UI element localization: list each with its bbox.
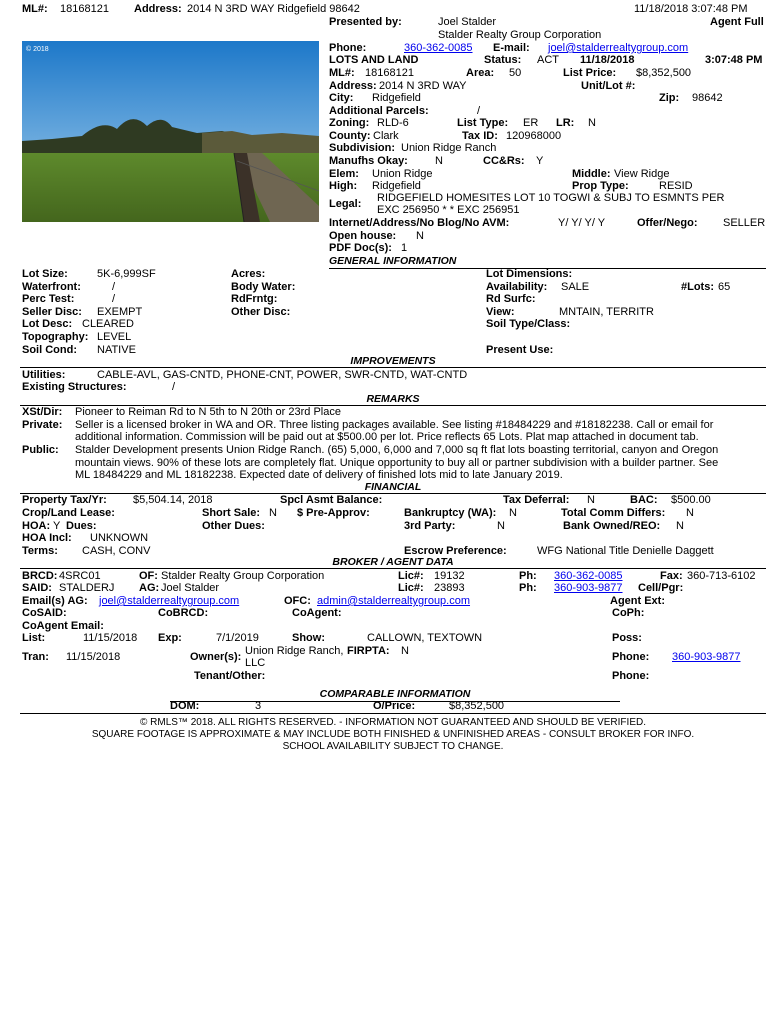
public-remarks-line-2: mountain views. 90% of these lots are completely flat. Unique opportunity to buy all or partner subdivision with a builder partner. See xyxy=(75,457,719,469)
offer-nego-value: SELLER xyxy=(723,217,766,229)
dom-label: DOM: xyxy=(170,700,200,712)
perc-test-value: / xyxy=(112,293,116,305)
section-comparable: COMPARABLE INFORMATION xyxy=(170,688,620,702)
section-broker-agent: BROKER / AGENT DATA xyxy=(20,557,766,569)
firpta-label: FIRPTA: xyxy=(347,645,390,657)
pre-approv-label: $ Pre-Approv: xyxy=(297,507,370,519)
additional-parcels-value: / xyxy=(477,105,481,117)
open-house-label: Open house: xyxy=(329,230,397,242)
seller-disc-value: EXEMPT xyxy=(97,306,143,318)
property-photo xyxy=(22,41,319,222)
list-date-value: 11/15/2018 xyxy=(83,632,138,644)
ml-label-2: ML#: xyxy=(329,67,355,79)
footer-school-disclaimer: SCHOOL AVAILABILITY SUBJECT TO CHANGE. xyxy=(282,741,504,752)
subdivision-value: Union Ridge Ranch xyxy=(401,142,497,154)
office-label: OF: xyxy=(139,570,158,582)
county-value: Clark xyxy=(373,130,399,142)
lic-2-value: 23893 xyxy=(434,582,465,594)
owner-phone-link[interactable]: 360-903-9877 xyxy=(672,651,741,663)
public-remarks-line-3: ML 18484229 and ML 18182238. Expected date of delivery of finished lots mid to late January 2019. xyxy=(75,469,563,481)
section-general-info: GENERAL INFORMATION xyxy=(329,255,766,269)
third-party-value: N xyxy=(497,520,505,532)
dues-label: Dues: xyxy=(66,520,97,532)
brcd-value: 4SRC01 xyxy=(59,570,101,582)
status-value: ACT xyxy=(537,54,559,66)
soil-cond-value: NATIVE xyxy=(97,344,136,356)
availability-value: SALE xyxy=(561,281,590,293)
photo-watermark: © 2018 xyxy=(26,46,49,53)
lot-size-label: Lot Size: xyxy=(22,268,68,280)
private-remarks-label: Private: xyxy=(22,419,63,431)
internet-label: Internet/Address/No Blog/No AVM: xyxy=(329,217,510,229)
topography-label: Topography: xyxy=(22,331,89,343)
hoa-label: HOA: xyxy=(22,520,51,532)
phone-label: Phone: xyxy=(329,42,367,54)
other-dues-label: Other Dues: xyxy=(202,520,265,532)
section-remarks: REMARKS xyxy=(20,394,766,406)
public-remarks-line-1: Stalder Development presents Union Ridge Ranch. (65) 5,000, 6,000 and 7,000 sq ft flat lots boasting territorial, canyon and Oregon xyxy=(75,444,719,456)
agent-phone-link[interactable]: 360-903-9877 xyxy=(554,582,623,594)
section-improvements: IMPROVEMENTS xyxy=(20,356,766,368)
list-date-label: List: xyxy=(22,632,46,644)
county-label: County: xyxy=(329,130,371,142)
tax-deferral-value: N xyxy=(587,494,595,506)
city-value: Ridgefield xyxy=(372,92,421,104)
tran-date-label: Tran: xyxy=(22,651,49,663)
availability-label: Availability: xyxy=(486,281,548,293)
third-party-label: 3rd Party: xyxy=(404,520,456,532)
header-address: 2014 N 3RD WAY Ridgefield 98642 xyxy=(187,3,360,15)
tenant-label: Tenant/Other: xyxy=(194,670,266,682)
manufhs-label: Manufhs Okay: xyxy=(329,155,408,167)
lr-label: LR: xyxy=(556,117,575,129)
show-label: Show: xyxy=(292,632,325,644)
elem-value: Union Ridge xyxy=(372,168,433,180)
zip-value: 98642 xyxy=(692,92,723,104)
tran-date-value: 11/15/2018 xyxy=(66,651,121,663)
prop-type-value: RESID xyxy=(659,180,693,192)
exp-date-label: Exp: xyxy=(158,632,182,644)
lic-1-label: Lic#: xyxy=(398,570,424,582)
address-label-2: Address: xyxy=(329,80,377,92)
additional-parcels-label: Additional Parcels: xyxy=(329,105,429,117)
oprice-label: O/Price: xyxy=(373,700,416,712)
tax-id-label: Tax ID: xyxy=(462,130,498,142)
email-label: E-mail: xyxy=(493,42,530,54)
show-value: CALLOWN, TEXTOWN xyxy=(367,632,483,644)
said-value: STALDERJ xyxy=(59,582,115,594)
view-label: View: xyxy=(486,306,515,318)
num-lots-value: 65 xyxy=(718,281,731,293)
agent-ext-label: Agent Ext: xyxy=(610,595,665,607)
agent-label: AG: xyxy=(139,582,160,594)
firpta-value: N xyxy=(401,645,409,657)
soil-cond-label: Soil Cond: xyxy=(22,344,77,356)
existing-structures-value: / xyxy=(172,381,176,393)
crop-lease-label: Crop/Land Lease: xyxy=(22,507,115,519)
waterfront-label: Waterfront: xyxy=(22,281,81,293)
tax-deferral-label: Tax Deferral: xyxy=(503,494,570,506)
area-value: 50 xyxy=(509,67,522,79)
ml-number: 18168121 xyxy=(60,3,109,15)
middle-value: View Ridge xyxy=(614,168,670,180)
num-lots-label: #Lots: xyxy=(681,281,714,293)
short-sale-label: Short Sale: xyxy=(202,507,261,519)
address-value-2: 2014 N 3RD WAY xyxy=(379,80,467,92)
list-type-value: ER xyxy=(523,117,539,129)
high-value: Ridgefield xyxy=(372,180,421,192)
short-sale-value: N xyxy=(269,507,277,519)
section-financial: FINANCIAL xyxy=(20,482,766,494)
owner-phone-label: Phone: xyxy=(612,651,650,663)
ml-value-2: 18168121 xyxy=(365,67,414,79)
open-house-value: N xyxy=(416,230,424,242)
offer-nego-label: Offer/Nego: xyxy=(637,217,698,229)
fax-value: 360-713-6102 xyxy=(687,570,756,582)
lot-size-value: 5K-6,999SF xyxy=(97,268,156,280)
cobrcd-label: CoBRCD: xyxy=(158,607,209,619)
hoa-incl-value: UNKNOWN xyxy=(90,532,149,544)
status-date: 11/18/2018 xyxy=(580,54,635,66)
office-value: Stalder Realty Group Corporation xyxy=(161,570,325,582)
terms-label: Terms: xyxy=(22,545,58,557)
footer-divider xyxy=(20,713,766,714)
status-label: Status: xyxy=(484,54,522,66)
prop-type-label: Prop Type: xyxy=(572,180,629,192)
zoning-value: RLD-6 xyxy=(377,117,409,129)
poss-label: Poss: xyxy=(612,632,642,644)
cosaid-label: CoSAID: xyxy=(22,607,67,619)
legal-line-2: EXC 256950 * * EXC 256951 xyxy=(377,204,520,216)
status-time: 3:07:48 PM xyxy=(705,54,763,66)
soil-type-label: Soil Type/Class: xyxy=(486,318,571,330)
bankruptcy-label: Bankruptcy (WA): xyxy=(404,507,497,519)
email-ag-label: Email(s) AG: xyxy=(22,595,88,607)
seller-disc-label: Seller Disc: xyxy=(22,306,82,318)
office-email-link[interactable]: admin@stalderrealtygroup.com xyxy=(317,595,471,607)
city-label: City: xyxy=(329,92,354,104)
report-datetime: 11/18/2018 3:07:48 PM xyxy=(634,3,748,15)
bank-owned-label: Bank Owned/REO: xyxy=(563,520,661,532)
terms-value: CASH, CONV xyxy=(82,545,151,557)
presenter-email-link[interactable]: joel@stalderrealtygroup.com xyxy=(548,42,689,54)
bankruptcy-value: N xyxy=(509,507,517,519)
said-label: SAID: xyxy=(22,582,52,594)
elem-label: Elem: xyxy=(329,168,359,180)
hoa-incl-label: HOA Incl: xyxy=(22,532,72,544)
coagent-email-label: CoAgent Email: xyxy=(22,620,104,632)
list-price-value: $8,352,500 xyxy=(636,67,692,79)
zoning-label: Zoning: xyxy=(329,117,370,129)
list-type-label: List Type: xyxy=(457,117,509,129)
body-water-label: Body Water: xyxy=(231,281,296,293)
legal-label: Legal: xyxy=(329,198,362,210)
owner-line-2: LLC xyxy=(245,657,266,669)
manufhs-value: N xyxy=(435,155,443,167)
view-value: MNTAIN, TERRITR xyxy=(559,306,654,318)
hoa-value: Y xyxy=(53,520,61,532)
report-type: Agent Full xyxy=(710,16,764,28)
ml-label: ML#: xyxy=(22,3,48,15)
oprice-value: $8,352,500 xyxy=(449,700,505,712)
escrow-label: Escrow Preference: xyxy=(404,545,507,557)
property-tax-label: Property Tax/Yr: xyxy=(22,494,107,506)
office-phone-link[interactable]: 360-362-0085 xyxy=(554,570,623,582)
dom-value: 3 xyxy=(255,700,262,712)
presenting-agent: Joel Stalder xyxy=(438,16,497,28)
brcd-label: BRCD: xyxy=(22,570,58,582)
ccrs-label: CC&Rs: xyxy=(483,155,525,167)
topography-value: LEVEL xyxy=(97,331,132,343)
agent-email-link[interactable]: joel@stalderrealtygroup.com xyxy=(99,595,240,607)
agent-value: Joel Stalder xyxy=(161,582,220,594)
list-price-label: List Price: xyxy=(563,67,617,79)
other-disc-label: Other Disc: xyxy=(231,306,291,318)
address-label: Address: xyxy=(134,3,182,15)
acres-label: Acres: xyxy=(231,268,266,280)
fax-label: Fax: xyxy=(660,570,683,582)
unit-lot-label: Unit/Lot #: xyxy=(581,80,636,92)
coagent-label: CoAgent: xyxy=(292,607,342,619)
cell-pgr-label: Cell/Pgr: xyxy=(638,582,684,594)
pdf-docs-value: 1 xyxy=(401,242,408,254)
bank-owned-value: N xyxy=(676,520,684,532)
footer-copyright: © RMLS™ 2018. ALL RIGHTS RESERVED. - INFORMATION NOT GUARANTEED AND SHOULD BE VERIFIED. xyxy=(140,717,646,728)
exp-date-value: 7/1/2019 xyxy=(216,632,259,644)
tenant-phone-label: Phone: xyxy=(612,670,650,682)
pdf-docs-label: PDF Doc(s): xyxy=(329,242,392,254)
middle-label: Middle: xyxy=(572,168,611,180)
present-use-label: Present Use: xyxy=(486,344,554,356)
lot-desc-label: Lot Desc: xyxy=(22,318,73,330)
phone-2-label: Ph: xyxy=(519,582,537,594)
lot-dimensions-label: Lot Dimensions: xyxy=(486,268,573,280)
waterfront-value: / xyxy=(112,281,116,293)
ofc-label: OFC: xyxy=(284,595,311,607)
lic-1-value: 19132 xyxy=(434,570,465,582)
lot-desc-value: CLEARED xyxy=(82,318,134,330)
footer-sqft-disclaimer: SQUARE FOOTAGE IS APPROXIMATE & MAY INCLUDE BOTH FINISHED & UNFINISHED AREAS - CONSULT BROKER FOR INFO. xyxy=(91,729,695,740)
xst-dir-label: XSt/Dir: xyxy=(22,406,63,418)
perc-test-label: Perc Test: xyxy=(22,293,75,305)
total-comm-label: Total Comm Differs: xyxy=(561,507,666,519)
bac-value: $500.00 xyxy=(671,494,711,506)
lr-value: N xyxy=(588,117,596,129)
utilities-value: CABLE-AVL, GAS-CNTD, PHONE-CNT, POWER, SWR-CNTD, WAT-CNTD xyxy=(97,369,468,381)
coph-label: CoPh: xyxy=(612,607,645,619)
bac-label: BAC: xyxy=(630,494,658,506)
phone-1-label: Ph: xyxy=(519,570,537,582)
utilities-label: Utilities: xyxy=(22,369,66,381)
zip-label: Zip: xyxy=(659,92,680,104)
ccrs-value: Y xyxy=(536,155,544,167)
spcl-asmt-label: Spcl Asmt Balance: xyxy=(280,494,383,506)
high-label: High: xyxy=(329,180,358,192)
rd-surfc-label: Rd Surfc: xyxy=(486,293,536,305)
presenting-company: Stalder Realty Group Corporation xyxy=(438,29,602,41)
escrow-value: WFG National Title Denielle Daggett xyxy=(537,545,714,557)
private-remarks-line-2: additional information. Commission will be paid out at $500.00 per lot. Price reflects 65 Lots. Plat map attached in document tab. xyxy=(75,431,699,443)
existing-structures-label: Existing Structures: xyxy=(22,381,127,393)
xst-dir-value: Pioneer to Reiman Rd to N 5th to N 20th or 23rd Place xyxy=(75,406,341,418)
total-comm-value: N xyxy=(686,507,694,519)
lic-2-label: Lic#: xyxy=(398,582,424,594)
public-remarks-label: Public: xyxy=(22,444,59,456)
area-label: Area: xyxy=(466,67,495,79)
subdivision-label: Subdivision: xyxy=(329,142,395,154)
legal-line-1: RIDGEFIELD HOMESITES LOT 10 TOGWI & SUBJ TO ESMNTS PER xyxy=(377,192,725,204)
owner-line-1: Union Ridge Ranch, xyxy=(245,645,344,657)
presented-by-label: Presented by: xyxy=(329,16,402,28)
rdfrntg-label: RdFrntg: xyxy=(231,293,278,305)
presenter-phone-link[interactable]: 360-362-0085 xyxy=(404,42,473,54)
property-type: LOTS AND LAND xyxy=(329,54,419,66)
owner-label: Owner(s): xyxy=(190,651,242,663)
internet-value: Y/ Y/ Y/ Y xyxy=(558,217,606,229)
tax-id-value: 120968000 xyxy=(506,130,562,142)
property-tax-value: $5,504.14, 2018 xyxy=(133,494,213,506)
private-remarks-line-1: Seller is a licensed broker in WA and OR. Three listing packages available. See listing #18484229 and #18182238. Call or email for xyxy=(75,419,714,431)
